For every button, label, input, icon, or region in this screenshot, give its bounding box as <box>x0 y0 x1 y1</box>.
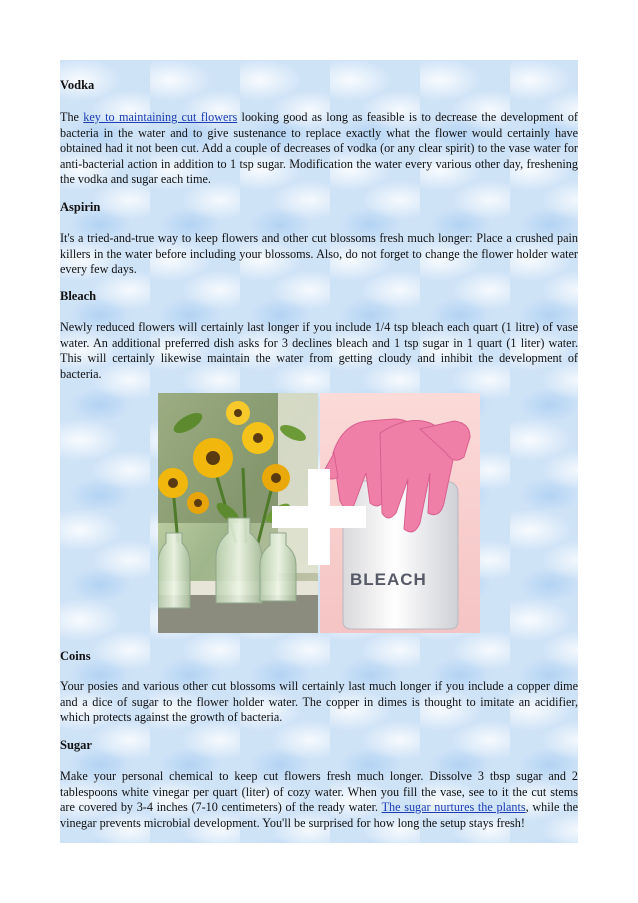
paragraph-sugar <box>60 769 578 831</box>
heading-bleach: Bleach <box>60 289 97 303</box>
heading-coins: Coins <box>60 649 91 663</box>
page-background <box>60 60 578 843</box>
text-segment: Make your personal chemical to keep cut flowers fresh much longer. Dissolve 3 tbsp sugar and 2 tablespoons white vinegar per quart (liter) of cozy water. When you fill the vase, see to it the cut stems are covered by 3-4 inches (7-10 centimeters) of the ready water. <box>60 769 578 815</box>
link-key-to-maintaining-cut-flowers[interactable]: key to maintaining cut flowers <box>83 110 238 124</box>
text-segment: The <box>60 110 84 124</box>
heading-aspirin: Aspirin <box>60 200 101 214</box>
paragraph-bleach: Newly reduced flowers will certainly last longer if you include 1/4 tsp bleach each quart (1 litre) of vase water. An additional preferred dish asks for 3 declines bleach and 1 tsp sugar in 1 quart (1 liter) water. This will certainly likewise maintain the water from getting cloudy and inhibit the development of bacteria. <box>60 320 578 381</box>
paragraph-coins: Your posies and various other cut blossoms will certainly last much longer if you include a copper dime and a dice of sugar to the flower holder water. The copper in dimes is thought to imitate an acidifier, which protects against the growth of bacteria. <box>60 679 578 725</box>
text-segment: , while the vinegar prevents microbial development. You'll be surprised for how long the setup stays fresh! <box>60 800 579 830</box>
paragraph-aspirin: It's a tried-and-true way to keep flowers and other cut blossoms fresh much longer: Place a crushed pain killers in the water before including your blossoms. Also, do not forget to change the flower holder water every few days. <box>60 231 578 277</box>
text-segment: looking good as long as feasible is to decrease the development of bacteria in the water and to give sustenance to replace exactly what the flower would certainly have obtained had it not been cut. Add a couple of decreases of vodka (or any clear spirit) to the vase water for anti-bacterial action in addition to 1 tsp sugar. Modification the water every various other day, freshening the vodka and sugar each time. <box>60 110 578 187</box>
paragraph-vodka <box>60 110 578 188</box>
flowers-plus-bleach-image <box>158 393 480 633</box>
heading-vodka: Vodka <box>60 78 95 92</box>
bleach-label-text: BLEACH <box>350 570 427 589</box>
heading-sugar: Sugar <box>60 738 92 752</box>
link-sugar-nurtures-the-plants[interactable]: The sugar nurtures the plants <box>381 800 526 815</box>
